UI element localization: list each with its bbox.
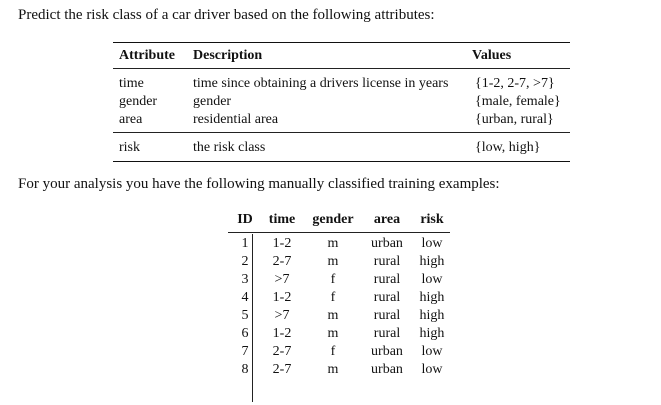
- cell-risk: low: [421, 236, 443, 251]
- cell-id: 8: [241, 362, 249, 377]
- cell-time: 1-2: [272, 290, 292, 305]
- attribute-description: gender: [193, 94, 232, 109]
- cell-area: urban: [371, 236, 403, 251]
- cell-risk: low: [421, 272, 443, 287]
- attribute-name: time: [119, 76, 144, 91]
- cell-gender: f: [330, 344, 336, 359]
- table-row: [228, 344, 450, 362]
- attribute-description: residential area: [193, 112, 279, 127]
- cell-gender: m: [327, 308, 339, 323]
- cell-time: 2-7: [272, 362, 292, 377]
- cell-risk: high: [419, 308, 445, 323]
- cell-time: 2-7: [272, 344, 292, 359]
- attribute-name: gender: [119, 94, 158, 109]
- cell-time: >7: [274, 272, 290, 287]
- target-row: [113, 139, 570, 157]
- cell-area: rural: [373, 326, 401, 341]
- cell-id: 5: [241, 308, 249, 323]
- table-row: [228, 308, 450, 326]
- table-row: [228, 290, 450, 308]
- attribute-row: [113, 111, 570, 129]
- attribute-row: [113, 93, 570, 111]
- header-area: area: [373, 212, 401, 227]
- cell-id: 2: [241, 254, 249, 269]
- intro-text: Predict the risk class of a car driver based on the following attributes:: [18, 7, 435, 23]
- cell-risk: high: [419, 290, 445, 305]
- header-values: Values: [472, 48, 512, 63]
- cell-time: >7: [274, 308, 290, 323]
- cell-area: urban: [371, 362, 403, 377]
- training-header-rule: [228, 232, 450, 233]
- cell-gender: m: [327, 362, 339, 377]
- cell-gender: f: [330, 290, 336, 305]
- attribute-values: {urban, rural}: [475, 112, 554, 127]
- table-row: [228, 236, 450, 254]
- target-name: risk: [119, 140, 140, 155]
- cell-id: 4: [241, 290, 249, 305]
- header-risk: risk: [420, 212, 444, 227]
- cell-gender: m: [327, 236, 339, 251]
- training-table: [228, 212, 450, 380]
- header-description: Description: [193, 48, 263, 63]
- cell-gender: m: [327, 254, 339, 269]
- cell-area: rural: [373, 290, 401, 305]
- table-bottom-rule: [113, 161, 570, 162]
- table-row: [228, 254, 450, 272]
- attribute-table: [113, 42, 570, 162]
- cell-id: 7: [241, 344, 249, 359]
- cell-id: 6: [241, 326, 249, 341]
- target-rule: [113, 132, 570, 133]
- table-top-rule: [113, 42, 570, 43]
- cell-id: 1: [241, 236, 249, 251]
- attribute-name: area: [119, 112, 143, 127]
- table-row: [228, 362, 450, 380]
- cell-gender: f: [330, 272, 336, 287]
- cell-risk: high: [419, 254, 445, 269]
- table-row: [228, 326, 450, 344]
- cell-time: 1-2: [272, 326, 292, 341]
- cell-risk: low: [421, 362, 443, 377]
- cell-area: urban: [371, 344, 403, 359]
- cell-area: rural: [373, 254, 401, 269]
- cell-gender: m: [327, 326, 339, 341]
- target-values: {low, high}: [475, 140, 541, 155]
- header-attribute: Attribute: [119, 48, 175, 63]
- attribute-values: {male, female}: [475, 94, 561, 109]
- attribute-values: {1-2, 2-7, >7}: [475, 76, 555, 91]
- cell-id: 3: [241, 272, 249, 287]
- table-row: [228, 272, 450, 290]
- cell-time: 1-2: [272, 236, 292, 251]
- cell-area: rural: [373, 308, 401, 323]
- attribute-row: [113, 75, 570, 93]
- header-rule: [113, 68, 570, 69]
- cell-risk: high: [419, 326, 445, 341]
- training-intro-text: For your analysis you have the following manually classified training examples:: [18, 176, 500, 192]
- header-time: time: [268, 212, 296, 227]
- header-gender: gender: [312, 212, 354, 227]
- attribute-table-header: [113, 47, 570, 65]
- cell-risk: low: [421, 344, 443, 359]
- training-table-header: [228, 212, 450, 230]
- target-description: the risk class: [193, 140, 266, 155]
- cell-time: 2-7: [272, 254, 292, 269]
- attribute-description: time since obtaining a drivers license in years: [193, 76, 449, 91]
- cell-area: rural: [373, 272, 401, 287]
- header-id: ID: [237, 212, 253, 227]
